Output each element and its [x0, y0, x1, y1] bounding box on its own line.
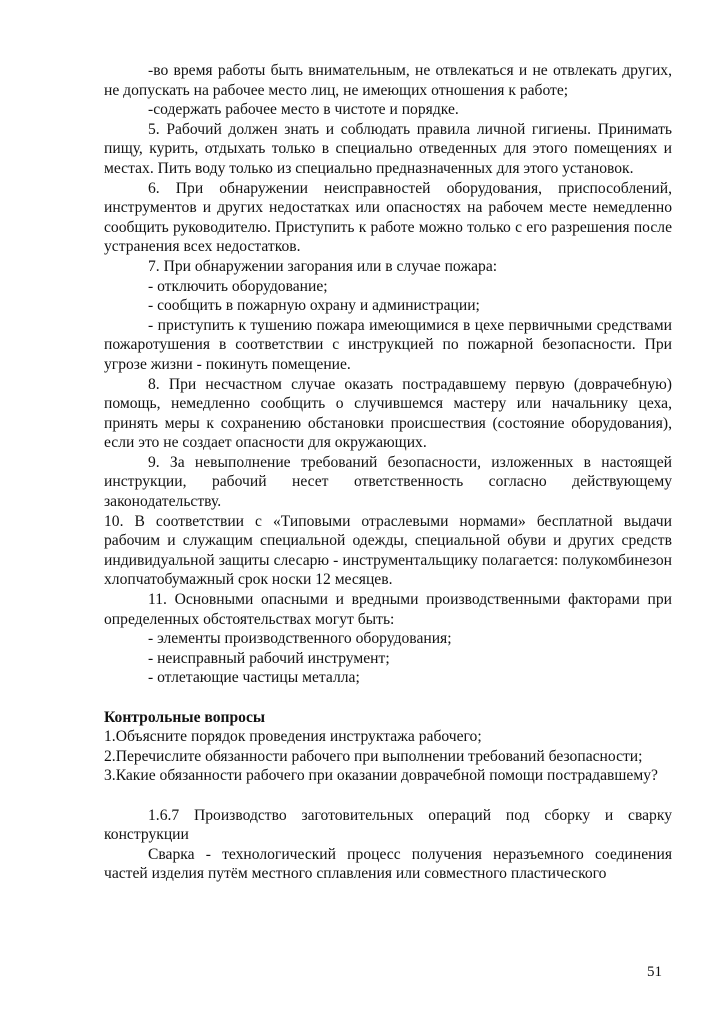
list-item-fire-c: - приступить к тушению пожара имеющимися в цехе первичными средствами пожаротушения в соответствии с инструкцией по пожарной безопасности. При угрозе жизни - покинуть помещение.	[104, 316, 672, 373]
question-2: 2.Перечислите обязанности рабочего при выполнении требований безопасности;	[104, 747, 643, 765]
list-item-factor-c: - отлетающие частицы металла;	[148, 669, 360, 687]
paragraph-cleanliness: -содержать рабочее место в чистоте и порядке.	[148, 101, 459, 119]
questions-heading: Контрольные вопросы	[104, 708, 266, 726]
question-1: 1.Объясните порядок проведения инструктажа рабочего;	[104, 728, 482, 746]
paragraph-10-clothing: 10. В соответствии с «Типовыми отраслевыми нормами» бесплатной выдачи рабочим и служащим специальной одежды, специальной обуви и других средств индивидуальной защиты слесарю - инструментальщику полагается: полукомбинезон хлопчатобумажный срок носки 12 месяцев.	[104, 512, 672, 589]
paragraph-6-malfunction: 6. При обнаружении неисправностей оборудования, приспособлений, инструментов и других недостатках или опасностях на рабочем месте немедленно сообщить руководителю. Приступить к работе можно только с его разрешения после устранения всех недостатков.	[104, 179, 672, 256]
spacer	[104, 786, 672, 806]
paragraph-9-responsibility: 9. За невыполнение требований безопасности, изложенных в настоящей инструкции, рабочий несет ответственность согласно действующему законодательству.	[104, 453, 672, 511]
list-item-factor-b: - неисправный рабочий инструмент;	[148, 649, 390, 667]
section-intro: Сварка - технологический процесс получения неразъемного соединения частей изделия путём местного сплавления или совместного пластического	[104, 845, 672, 883]
list-item-factor-a: - элементы производственного оборудования;	[148, 630, 452, 648]
question-3: 3.Какие обязанности рабочего при оказании доврачебной помощи пострадавшему?	[104, 767, 658, 785]
page-number: 51	[647, 964, 662, 980]
list-item-fire-b: - сообщить в пожарную охрану и администрации;	[148, 297, 480, 315]
spacer	[104, 688, 672, 708]
paragraph-attention: -во время работы быть внимательным, не отвлекаться и не отвлекать других, не допускать на рабочее место лиц, не имеющих отношения к работе;	[104, 62, 672, 99]
paragraph-11-factors: 11. Основными опасными и вредными производственными факторами при определенных обстоятельствах могут быть:	[104, 591, 672, 628]
paragraph-5-hygiene: 5. Рабочий должен знать и соблюдать правила личной гигиены. Принимать пищу, курить, отдыхать только в специально отведенных для этого помещениях и местах. Пить воду только из специально предназначенных для этого установок.	[104, 120, 672, 177]
section-title: 1.6.7 Производство заготовительных операций под сборку и сварку конструкции	[104, 806, 672, 844]
paragraph-8-accident: 8. При несчастном случае оказать пострадавшему первую (доврачебную) помощь, немедленно сообщить о случившемся мастеру или начальнику цеха, принять меры к сохранению обстановки происшествия (состояние оборудования), если это не создает опасности для окружающих.	[104, 375, 672, 452]
list-item-fire-a: - отключить оборудование;	[148, 277, 328, 295]
paragraph-7-fire: 7. При обнаружении загорания или в случае пожара:	[148, 257, 498, 275]
